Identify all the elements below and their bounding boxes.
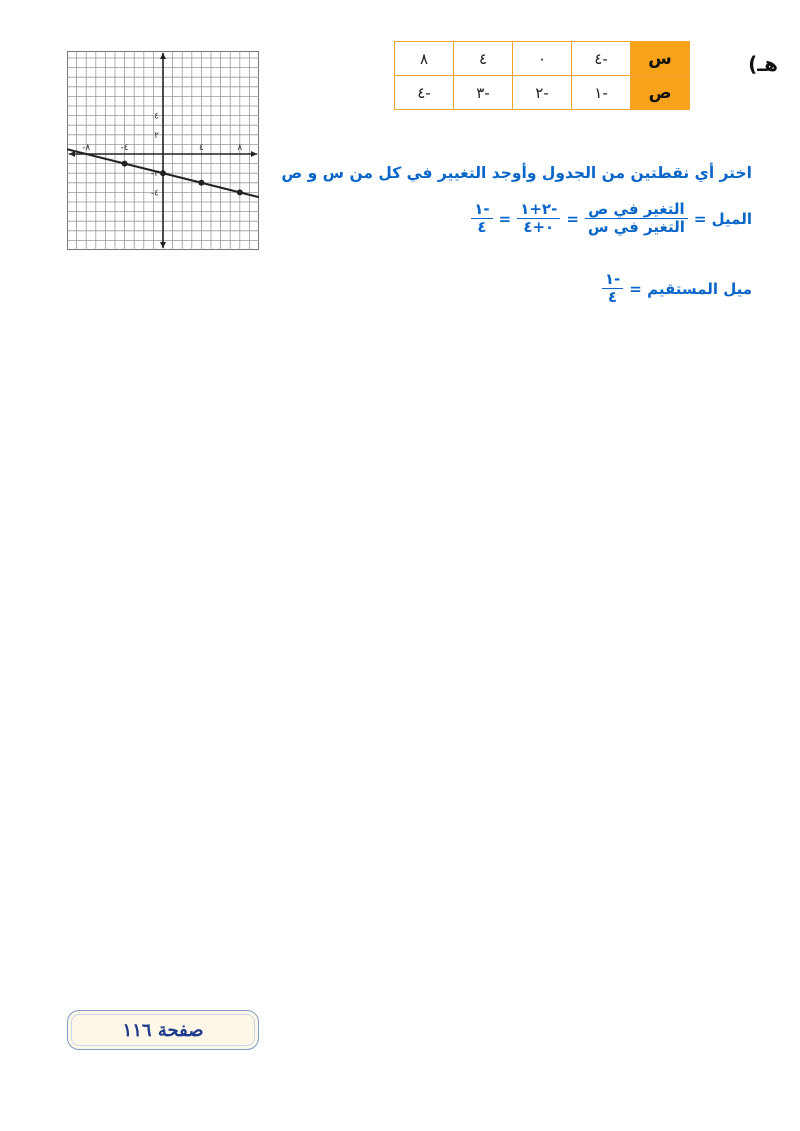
table-row-y bbox=[395, 76, 690, 110]
slope-result-fraction bbox=[471, 201, 492, 237]
slope-label: الميل = bbox=[693, 209, 752, 228]
fraction-numerator: -١ bbox=[471, 201, 492, 219]
fraction-denominator: التغير في س bbox=[587, 218, 685, 237]
x-cell: ٨ bbox=[395, 42, 454, 76]
line-slope-fraction bbox=[602, 271, 623, 307]
x-cell: -٤ bbox=[572, 42, 631, 76]
x-cell: ٠ bbox=[513, 42, 572, 76]
page-number-label: صفحة ١١٦ bbox=[122, 1019, 204, 1041]
exercise-label: هـ) bbox=[748, 52, 778, 76]
page-number-badge bbox=[67, 1010, 259, 1050]
line-slope-label: ميل المستقيم = bbox=[629, 279, 752, 298]
y-tick-label: ٢ bbox=[154, 130, 159, 141]
x-tick-label: ٤ bbox=[198, 143, 204, 153]
table-row-x bbox=[395, 42, 690, 76]
y-tick-label: -٤ bbox=[150, 188, 159, 199]
equals-sign: = bbox=[498, 209, 512, 228]
y-cell: -١ bbox=[572, 76, 631, 110]
fraction-denominator: ٤ bbox=[608, 288, 618, 307]
fraction-numerator: التغير في ص bbox=[585, 201, 687, 219]
coordinate-graph bbox=[67, 51, 259, 250]
x-tick-label: -٤ bbox=[120, 143, 129, 153]
plot-point bbox=[237, 189, 243, 195]
values-table bbox=[394, 41, 690, 110]
y-tick-label: -٢ bbox=[150, 169, 159, 180]
x-tick-label: ٨ bbox=[237, 143, 243, 153]
plot-point bbox=[198, 180, 204, 186]
x-header: س bbox=[631, 42, 690, 76]
slope-definition-fraction bbox=[585, 201, 688, 237]
slope-formula bbox=[471, 201, 752, 237]
fraction-numerator: -٢+١ bbox=[517, 201, 560, 219]
y-cell: -٣ bbox=[454, 76, 513, 110]
x-cell: ٤ bbox=[454, 42, 513, 76]
x-tick-label: -٨ bbox=[82, 143, 91, 153]
y-cell: -٤ bbox=[395, 76, 454, 110]
y-cell: -٢ bbox=[513, 76, 572, 110]
y-tick-label: ٤ bbox=[154, 111, 159, 122]
equals-sign: = bbox=[566, 209, 579, 228]
instruction-text: اختر أي نقطتين من الجدول وأوجد التغيير في كل من س و ص bbox=[281, 164, 752, 182]
plot-point bbox=[122, 161, 128, 167]
y-header: ص bbox=[631, 76, 690, 110]
fraction-denominator: ٠+٤ bbox=[523, 218, 555, 237]
fraction-numerator: -١ bbox=[602, 271, 623, 289]
line-slope-result bbox=[602, 271, 752, 307]
plot-point bbox=[160, 170, 166, 176]
slope-substitution-fraction bbox=[517, 201, 560, 237]
fraction-denominator: ٤ bbox=[477, 218, 487, 237]
